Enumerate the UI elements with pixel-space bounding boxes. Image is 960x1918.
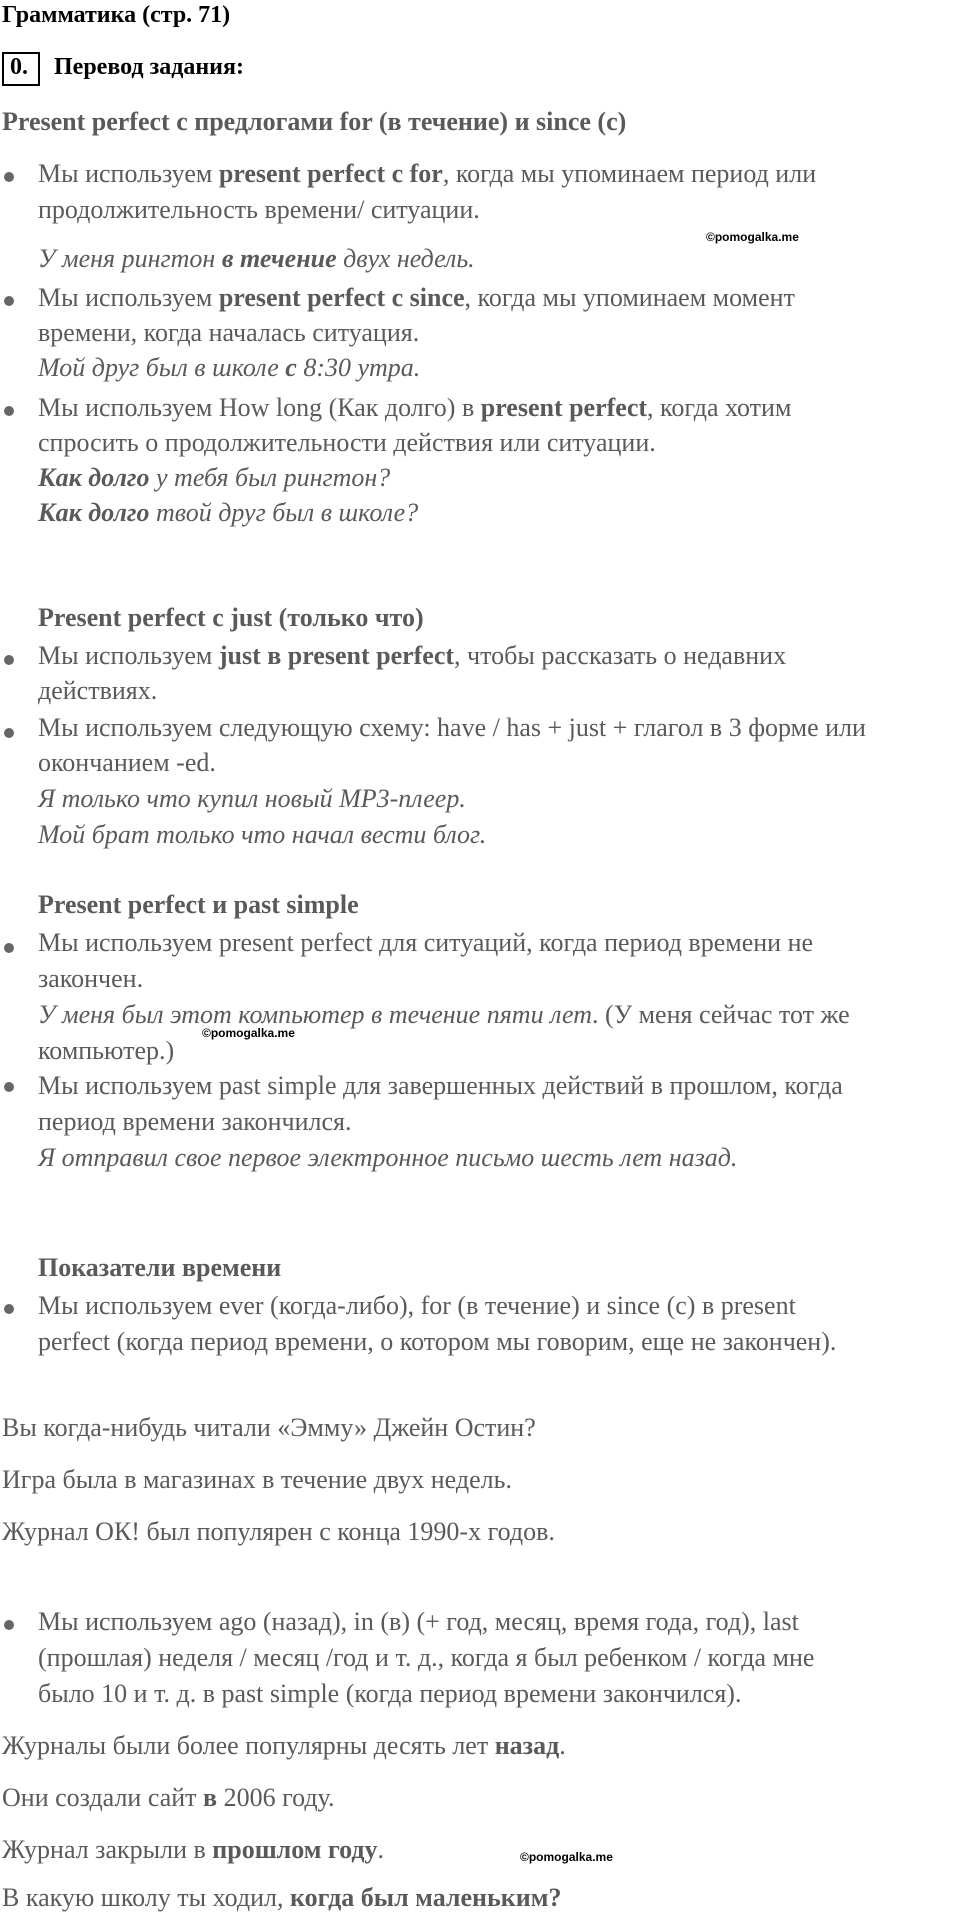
paragraph: Журнал закрыли в прошлом году. <box>2 1835 385 1864</box>
bullet-icon <box>4 655 14 665</box>
bullet-text: период времени закончился. <box>38 1107 352 1136</box>
task-number: 0. <box>10 54 28 80</box>
bullet-text: (прошлая) неделя / месяц /год и т. д., когда я был ребенком / когда мне <box>38 1643 815 1672</box>
bullet-text: Мы используем следующую схему: have / has + just + глагол в 3 форме или <box>38 713 866 742</box>
bullet-text: было 10 и т. д. в past simple (когда период времени закончился). <box>38 1679 742 1708</box>
task-label: Перевод задания: <box>54 54 244 80</box>
paragraph: Они создали сайт в 2006 году. <box>2 1783 335 1812</box>
bullet-icon <box>4 296 14 306</box>
bullet-text: Мы используем present perfect с since, когда мы упоминаем момент <box>38 283 795 312</box>
bullet-text: Мы используем present perfect для ситуаций, когда период времени не <box>38 928 814 957</box>
bullet-icon <box>4 943 14 953</box>
paragraph: Вы когда-нибудь читали «Эмму» Джейн Остин? <box>2 1413 536 1442</box>
example-text: Мой друг был в школе с 8:30 утра. <box>38 353 421 382</box>
section-title-just: Present perfect с just (только что) <box>38 603 424 632</box>
bullet-icon <box>4 1082 14 1092</box>
example-text: компьютер.) <box>38 1036 175 1065</box>
bullet-icon <box>4 172 14 182</box>
bullet-text: продолжительность времени/ ситуации. <box>38 195 480 224</box>
bullet-text: закончен. <box>38 964 144 993</box>
watermark: ©pomogalka.me <box>520 1850 613 1864</box>
bullet-icon <box>4 406 14 416</box>
bullet-icon <box>4 1304 14 1314</box>
paragraph: Игра была в магазинах в течение двух недель. <box>2 1465 512 1494</box>
watermark: ©pomogalka.me <box>202 1026 295 1040</box>
bullet-icon <box>4 728 14 738</box>
bullet-text: Мы используем present perfect с for, когда мы упоминаем период или <box>38 159 817 188</box>
paragraph: Журнал ОК! был популярен с конца 1990-х годов. <box>2 1517 555 1546</box>
example-text: Как долго у тебя был рингтон? <box>38 463 391 492</box>
watermark: ©pomogalka.me <box>706 230 799 244</box>
section-title-past-simple: Present perfect и past simple <box>38 890 359 919</box>
bullet-text: Мы используем just в present perfect, чтобы рассказать о недавних <box>38 641 787 670</box>
bullet-text: Мы используем past simple для завершенных действий в прошлом, когда <box>38 1071 843 1100</box>
bullet-text: perfect (когда период времени, о котором мы говорим, еще не закончен). <box>38 1327 837 1356</box>
bullet-text: спросить о продолжительности действия или ситуации. <box>38 428 656 457</box>
example-text: Как долго твой друг был в школе? <box>38 498 419 527</box>
paragraph: Журналы были более популярны десять лет назад. <box>2 1731 566 1760</box>
example-text: Я только что купил новый MP3-плеер. <box>38 784 466 813</box>
bullet-text: Мы используем ago (назад), in (в) (+ год, месяц, время года, год), last <box>38 1607 799 1636</box>
paragraph: В какую школу ты ходил, когда был маленьким? <box>2 1883 562 1912</box>
bullet-icon <box>4 1620 14 1630</box>
bullet-text: Мы используем How long (Как долго) в present perfect, когда хотим <box>38 393 792 422</box>
section-title-for-since: Present perfect с предлогами for (в течение) и since (с) <box>2 107 627 136</box>
example-text: Я отправил свое первое электронное письмо шесть лет назад. <box>38 1143 738 1172</box>
example-text: Мой брат только что начал вести блог. <box>38 820 487 849</box>
example-text: У меня был этот компьютер в течение пяти лет. (У меня сейчас тот же <box>38 1000 850 1029</box>
bullet-text: действиях. <box>38 676 158 705</box>
bullet-text: времени, когда началась ситуация. <box>38 318 420 347</box>
page-title: Грамматика (стр. 71) <box>2 2 231 28</box>
section-title-markers: Показатели времени <box>38 1253 282 1282</box>
bullet-text: окончанием -ed. <box>38 748 216 777</box>
bullet-text: Мы используем ever (когда-либо), for (в течение) и since (с) в present <box>38 1291 796 1320</box>
example-text: У меня рингтон в течение двух недель. <box>38 244 475 273</box>
